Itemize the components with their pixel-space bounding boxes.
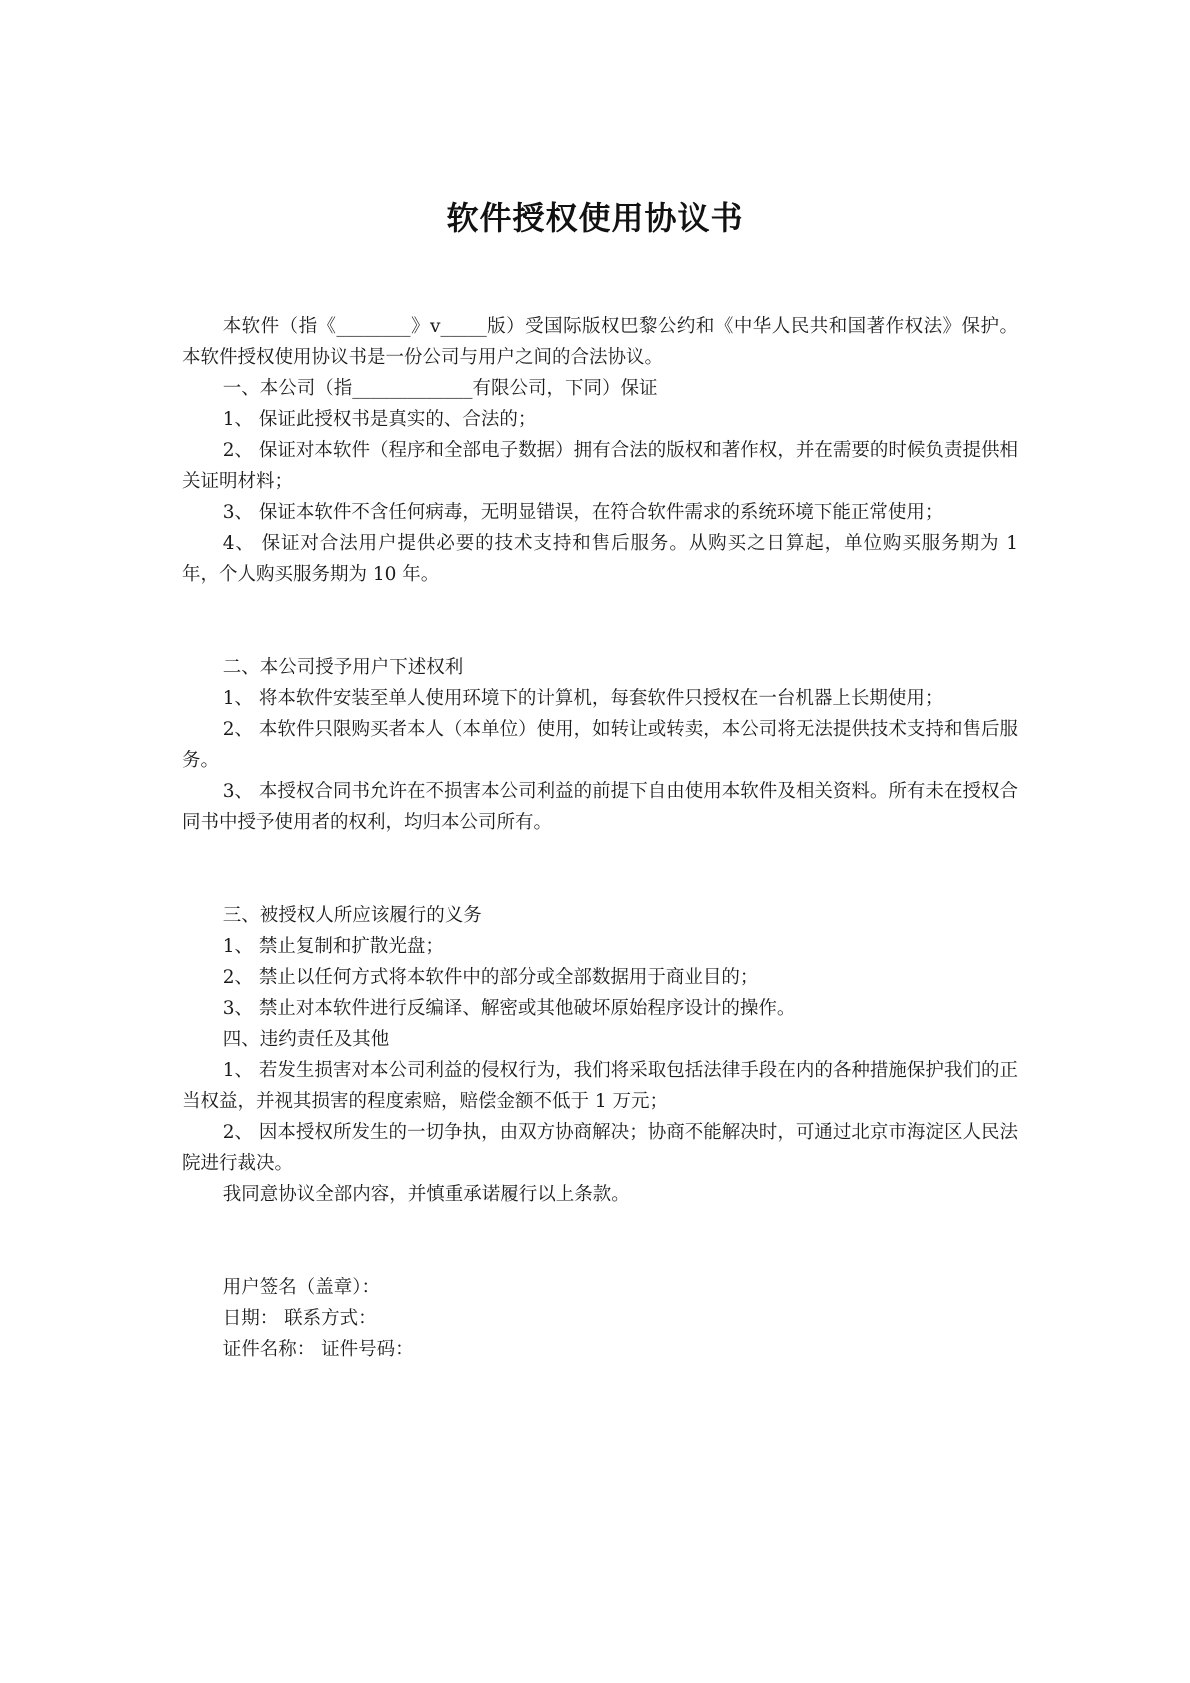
id-line: 证件名称： 证件号码： [222, 1339, 414, 1360]
clause-1-4: 4、 保证对合法用户提供必要的技术支持和售后服务。从购买之日算起，单位购买服务期为 1 年，个人购买服务期为 10 年。 [182, 533, 1018, 585]
document-title: 软件授权使用协议书 [446, 199, 744, 237]
date-contact-line: 日期： 联系方式： [222, 1308, 377, 1329]
clause-2-3: 3、 本授权合同书允许在不损害本公司利益的前提下自由使用本软件及相关资料。所有未在授权合同书中授予使用者的权利，均归本公司所有。 [182, 781, 1018, 833]
section-heading-3: 三、被授权人所应该履行的义务 [222, 905, 482, 926]
clause-1-1: 1、 保证此授权书是真实的、合法的； [222, 409, 537, 430]
clause-1-3: 3、 保证本软件不含任何病毒，无明显错误，在符合软件需求的系统环境下能正常使用； [222, 502, 944, 523]
clause-3-2: 2、 禁止以任何方式将本软件中的部分或全部数据用于商业目的； [222, 967, 759, 988]
agreement-statement: 我同意协议全部内容，并慎重承诺履行以上条款。 [222, 1184, 630, 1205]
section-heading-4: 四、违约责任及其他 [222, 1029, 390, 1050]
clause-4-2: 2、 因本授权所发生的一切争执，由双方协商解决；协商不能解决时，可通过北京市海淀区人民法院进行裁决。 [182, 1122, 1018, 1174]
section-heading-2: 二、本公司授予用户下述权利 [222, 657, 464, 678]
clause-2-1: 1、 将本软件安装至单人使用环境下的计算机，每套软件只授权在一台机器上长期使用； [222, 688, 944, 709]
document-body [182, 311, 1018, 1365]
section-heading-1: 一、本公司（指_____________有限公司，下同）保证 [222, 378, 658, 399]
preamble-paragraph: 本软件（指《________》v_____版）受国际版权巴黎公约和《中华人民共和国著作权法》保护。本软件授权使用协议书是一份公司与用户之间的合法协议。 [182, 316, 1018, 368]
clause-3-1: 1、 禁止复制和扩散光盘； [222, 936, 444, 957]
clause-1-2: 2、 保证对本软件（程序和全部电子数据）拥有合法的版权和著作权，并在需要的时候负责提供相关证明材料； [182, 440, 1018, 492]
signature-line: 用户签名（盖章）： [222, 1277, 380, 1298]
clause-4-1: 1、 若发生损害对本公司利益的侵权行为，我们将采取包括法律手段在内的各种措施保护我们的正当权益，并视其损害的程度索赔，赔偿金额不低于 1 万元； [182, 1060, 1018, 1112]
clause-3-3: 3、 禁止对本软件进行反编译、解密或其他破坏原始程序设计的操作。 [222, 998, 796, 1019]
clause-2-2: 2、 本软件只限购买者本人（本单位）使用，如转让或转卖，本公司将无法提供技术支持和售后服务。 [182, 719, 1018, 771]
